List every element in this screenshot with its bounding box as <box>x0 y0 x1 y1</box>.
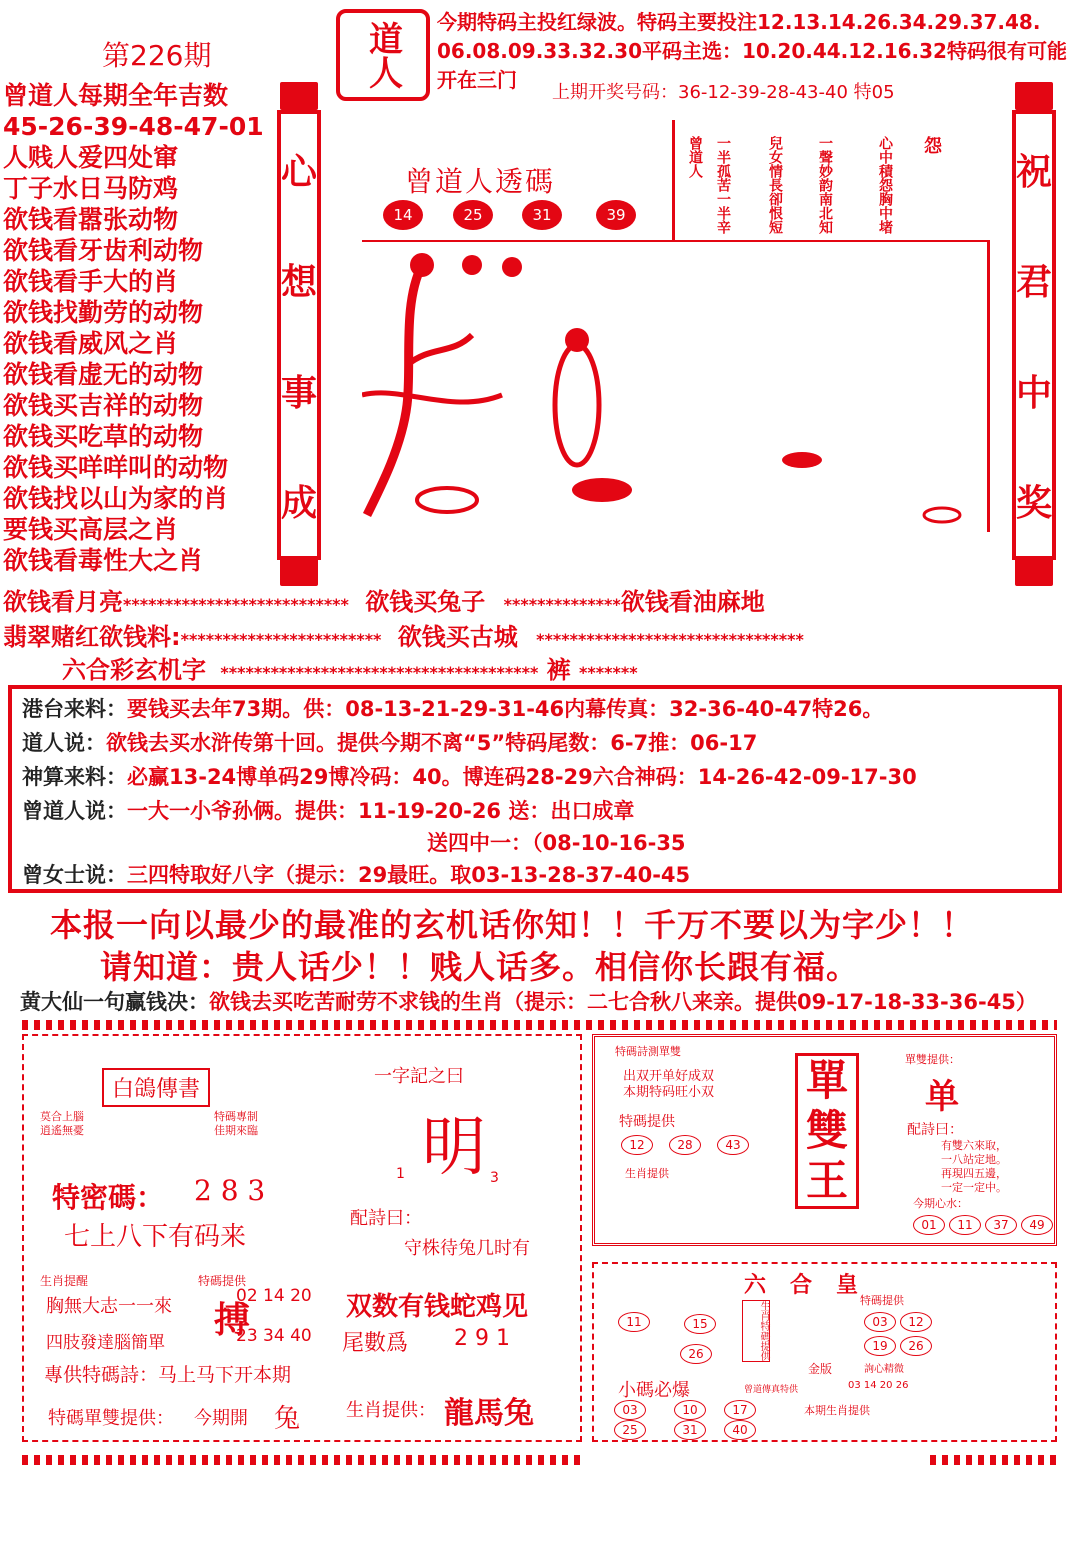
scroll-cap <box>1015 82 1053 110</box>
decorative-border <box>22 1020 1057 1030</box>
number-circle: 19 <box>864 1336 896 1356</box>
shengxiao-label: 生肖提供： <box>346 1400 436 1421</box>
painting-illustration <box>362 245 987 530</box>
number-circle: 03 <box>864 1312 896 1332</box>
info-text: 必赢13-24博单码29博冷码：40。博连码28-29六合神码：14-26-42-09-17-30 <box>127 765 917 789</box>
left-line: 丁子水日马防鸡 <box>3 174 179 203</box>
left-line: 欲钱买咩咩叫的动物 <box>3 453 229 482</box>
top-line: 今期特码主投红绿波。特码主要投注12.13.14.26.34.29.37.48. <box>437 10 1041 34</box>
info-label: 曾道人说： <box>22 799 127 823</box>
info-text: 一大一小爷孙俩。提供：11-19-20-26 送：出口成章 <box>127 799 635 823</box>
number-ball: 14 <box>383 200 423 230</box>
scroll-char: 想 <box>281 262 318 304</box>
info-line <box>22 795 634 825</box>
scroll-cap <box>1015 558 1053 586</box>
temi-label: 特密碼： <box>52 1181 165 1214</box>
right-text: 詢心精微 <box>864 1364 904 1375</box>
shengxiao-line: 四肢發達腦簡單 <box>46 1333 165 1353</box>
weishu-value: 2 9 1 <box>454 1326 510 1351</box>
huang-label: 黄大仙一句赢钱决： <box>20 990 209 1014</box>
baige-title: 白鴿傳書 <box>102 1068 210 1107</box>
stars: ******* <box>579 663 638 682</box>
left-line: 欲钱看手大的肖 <box>3 267 179 296</box>
te-nums: 23 34 40 <box>236 1326 312 1346</box>
scroll-char: 事 <box>281 372 318 414</box>
riddle-text: 裤 <box>546 656 571 684</box>
liuhe-huang-panel <box>592 1262 1057 1442</box>
decorative-border <box>930 1455 1057 1465</box>
riddle-text: 翡翠赌红欲钱料: <box>3 623 181 651</box>
scroll-char: 成 <box>281 483 318 525</box>
scroll-left <box>277 110 321 560</box>
info-line <box>22 693 883 723</box>
hot-label: 曾道傳真特供 <box>744 1385 799 1395</box>
left-line: 曾道人每期全年吉数 <box>3 81 229 110</box>
number-circle: 28 <box>669 1135 701 1155</box>
stars: ******************************** <box>536 630 804 649</box>
panel-label: 今期心水： <box>913 1197 968 1210</box>
info-text: 三四特取好八字（提示：29最旺。取03-13-28-37-40-45 <box>127 863 691 887</box>
number-circle: 12 <box>900 1312 932 1332</box>
panel-label: 單雙提供： <box>905 1053 960 1066</box>
poem-line: 一定一定中。 <box>941 1181 1007 1194</box>
left-column <box>3 80 278 576</box>
stars: ************************************** <box>220 663 539 682</box>
peishi-text: 守株待兔几时有 <box>404 1238 530 1259</box>
info-line <box>22 727 757 757</box>
poem-line: 有雙六來取， <box>941 1139 1007 1152</box>
number-circle: 17 <box>724 1400 756 1420</box>
painting-title: 曾道人透碼 <box>405 165 556 198</box>
lower-right-panel <box>592 1034 1057 1246</box>
left-line: 要钱买高层之肖 <box>3 515 179 544</box>
info-text: 送四中一：（08-10-16-35 <box>427 831 686 855</box>
riddle-text: 欲钱买古城 <box>397 623 518 651</box>
left-line: 欲钱找以山为家的肖 <box>3 484 229 513</box>
number-ball: 25 <box>453 200 493 230</box>
jinbao-label: 金版 <box>808 1362 833 1376</box>
number-circle: 40 <box>724 1420 756 1440</box>
big-char: 王 <box>806 1156 849 1205</box>
panel-label: 生肖提供 <box>625 1167 669 1180</box>
baige-sub: 逍遙無憂 <box>40 1124 84 1137</box>
number-circle: 12 <box>621 1135 653 1155</box>
hot-nums: 03 14 20 26 <box>848 1380 909 1391</box>
info-label: 港台来料： <box>22 697 127 721</box>
riddle-text: 欲钱看油麻地 <box>620 588 765 616</box>
decorative-border <box>22 1455 582 1465</box>
baige-sub: 莫合上腦 <box>40 1110 84 1123</box>
poem-column: 一半孤苦一半辛 <box>715 136 731 234</box>
shengxiao-title: 生肖提醒 <box>40 1274 89 1288</box>
left-line: 欲钱买吃草的动物 <box>3 422 204 451</box>
number-circle: 03 <box>614 1400 646 1420</box>
info-box <box>8 685 1062 893</box>
riddle-text: 六合彩玄机字 <box>62 656 206 684</box>
stars: ************** <box>503 595 621 614</box>
info-label: 道人说： <box>22 731 106 755</box>
mid-sub: 特碼專制 <box>214 1110 258 1123</box>
te-nums: 02 14 20 <box>236 1286 312 1306</box>
seal-logo <box>336 9 430 101</box>
number-circle: 31 <box>674 1420 706 1440</box>
number-circle: 10 <box>674 1400 706 1420</box>
lower-left-panel <box>22 1034 582 1442</box>
panel-poem: 出双开单好成双 <box>623 1069 715 1084</box>
info-label: 神算来料： <box>22 765 127 789</box>
left-line: 欲钱看毒性大之肖 <box>3 546 204 575</box>
left-line: 欲钱找勤劳的动物 <box>3 298 204 327</box>
scroll-right <box>1012 110 1056 560</box>
riddle-line-feicui <box>3 617 804 652</box>
info-label: 曾女士说： <box>22 863 127 887</box>
left-line: 欲钱看牙齿利动物 <box>3 236 204 265</box>
shengxiao-value: 龍馬兔 <box>444 1396 534 1431</box>
poem-column: 曾道人 <box>687 136 703 178</box>
poem-column: 一聲妙韵南北知 <box>817 136 833 234</box>
scroll-char: 奖 <box>1016 483 1053 525</box>
scroll-char: 君 <box>1016 262 1053 304</box>
number-circle: 37 <box>985 1215 1017 1235</box>
poem-column: 怨 <box>921 136 942 154</box>
peishi-label: 配詩曰： <box>350 1208 422 1229</box>
number-circle: 11 <box>949 1215 981 1235</box>
panel-title: 特碼詩測單雙 <box>615 1045 681 1058</box>
xiaoma-label: 小碼必爆 <box>618 1380 690 1401</box>
top-line: 开在三门 <box>437 68 517 92</box>
stars: *************************** <box>123 595 349 614</box>
panel-label: 特碼提供 <box>860 1294 904 1307</box>
info-line <box>427 827 686 857</box>
top-line: 06.08.09.33.32.30平码主选：10.20.44.12.16.32特码很有可能 <box>437 39 1067 63</box>
weishu-label: 尾數爲 <box>342 1331 409 1356</box>
number-circle: 26 <box>900 1336 932 1356</box>
yizi-num: 1 <box>396 1166 405 1182</box>
number-circle: 26 <box>680 1344 712 1364</box>
scroll-char: 心 <box>281 151 318 193</box>
yizi-num: 3 <box>490 1170 499 1186</box>
panel-label: 配詩曰： <box>907 1122 963 1138</box>
zhuangong-line: 專供特碼詩：马上马下开本期 <box>44 1364 292 1386</box>
shengxiao-line: 胸無大志一一來 <box>46 1296 172 1317</box>
number-ball: 31 <box>522 200 562 230</box>
qishang-text: 七上八下有码来 <box>64 1222 247 1252</box>
slogan: 本报一向以最少的最准的玄机话你知！！千万不要以为字少！！ <box>50 906 975 944</box>
riddle-line-moon <box>3 582 765 617</box>
last-draw-numbers: 上期开奖号码：36-12-39-28-43-40 特05 <box>552 82 895 103</box>
poem-column: 心中積怨胸中堵 <box>877 136 893 234</box>
riddle-text: 欲钱看月亮 <box>3 588 123 616</box>
scroll-char: 中 <box>1016 372 1053 414</box>
big-char: 雙 <box>806 1106 849 1155</box>
info-text: 欲钱去买水浒传第十回。提供今期不离“5”特码尾数：6-7推：06-17 <box>106 731 758 755</box>
mid-sub: 佳期來臨 <box>214 1124 258 1137</box>
info-text: 要钱买去年73期。供：08-13-21-29-31-46内幕传真：32-36-40-47特26。 <box>127 697 884 721</box>
number-circle: 01 <box>913 1215 945 1235</box>
painting-poem <box>672 120 1005 240</box>
danshuang-label: 特碼單雙提供： <box>48 1408 174 1429</box>
temi-number: 2 8 3 <box>194 1174 266 1207</box>
left-line: 45-26-39-48-47-01 <box>3 112 264 141</box>
number-circle: 49 <box>1021 1215 1053 1235</box>
danshuang-text: 今期開 <box>194 1408 248 1429</box>
bo-char: 搏 <box>214 1299 251 1341</box>
riddle-text: 欲钱买兔子 <box>365 588 486 616</box>
slogan: 请知道：贵人话少！！贱人话多。相信你长跟有福。 <box>100 948 860 986</box>
huang-daxian-line <box>20 986 1037 1016</box>
riddle-line-liuhe <box>62 650 638 685</box>
seal-text: 道人 <box>362 21 403 89</box>
panel-title: 六合皇 <box>744 1272 883 1298</box>
number-ball: 39 <box>596 200 636 230</box>
panel-poem: 本期特码旺小双 <box>623 1085 715 1100</box>
number-circle: 11 <box>618 1312 650 1332</box>
huang-text: 欲钱去买吃苦耐劳不求钱的生肖（提示：二七合秋八来亲。提供09-17-18-33-36-45） <box>209 990 1037 1014</box>
issue-number: 第226期 <box>102 39 212 72</box>
left-line: 欲钱看威风之肖 <box>3 329 179 358</box>
shuangshu-line: 双数有钱蛇鸡见 <box>346 1292 529 1322</box>
dan-shuang-wang <box>795 1053 859 1209</box>
big-char: 單 <box>806 1056 849 1105</box>
number-circle: 25 <box>614 1420 646 1440</box>
panel-label: 特碼提供 <box>619 1114 675 1130</box>
yizi-title: 一字記之曰 <box>374 1066 464 1087</box>
poem-line: 再現四五邊， <box>941 1167 1007 1180</box>
left-line: 欲钱看虚无的动物 <box>3 360 204 389</box>
dan-char: 单 <box>925 1077 959 1117</box>
poem-line: 一八站定地。 <box>941 1153 1007 1166</box>
center-label: 生肖特碼提供 <box>742 1300 770 1362</box>
info-line <box>22 859 690 889</box>
danshuang-value: 兔 <box>274 1404 301 1434</box>
te-label: 特碼提供 <box>198 1274 247 1288</box>
left-line: 欲钱买吉祥的动物 <box>3 391 204 420</box>
left-line: 人贱人爱四处窜 <box>3 143 179 172</box>
info-line <box>22 761 917 791</box>
number-circle: 15 <box>684 1314 716 1334</box>
left-line: 欲钱看嚣张动物 <box>3 205 179 234</box>
yizi-char: 明 <box>422 1111 486 1185</box>
scroll-cap <box>280 82 318 110</box>
poem-column: 兒女情長卻恨短 <box>767 136 783 234</box>
stars: ************************ <box>180 630 382 649</box>
scroll-char: 祝 <box>1016 151 1053 193</box>
panel-label: 本期生肖提供 <box>804 1404 870 1417</box>
number-circle: 43 <box>717 1135 749 1155</box>
